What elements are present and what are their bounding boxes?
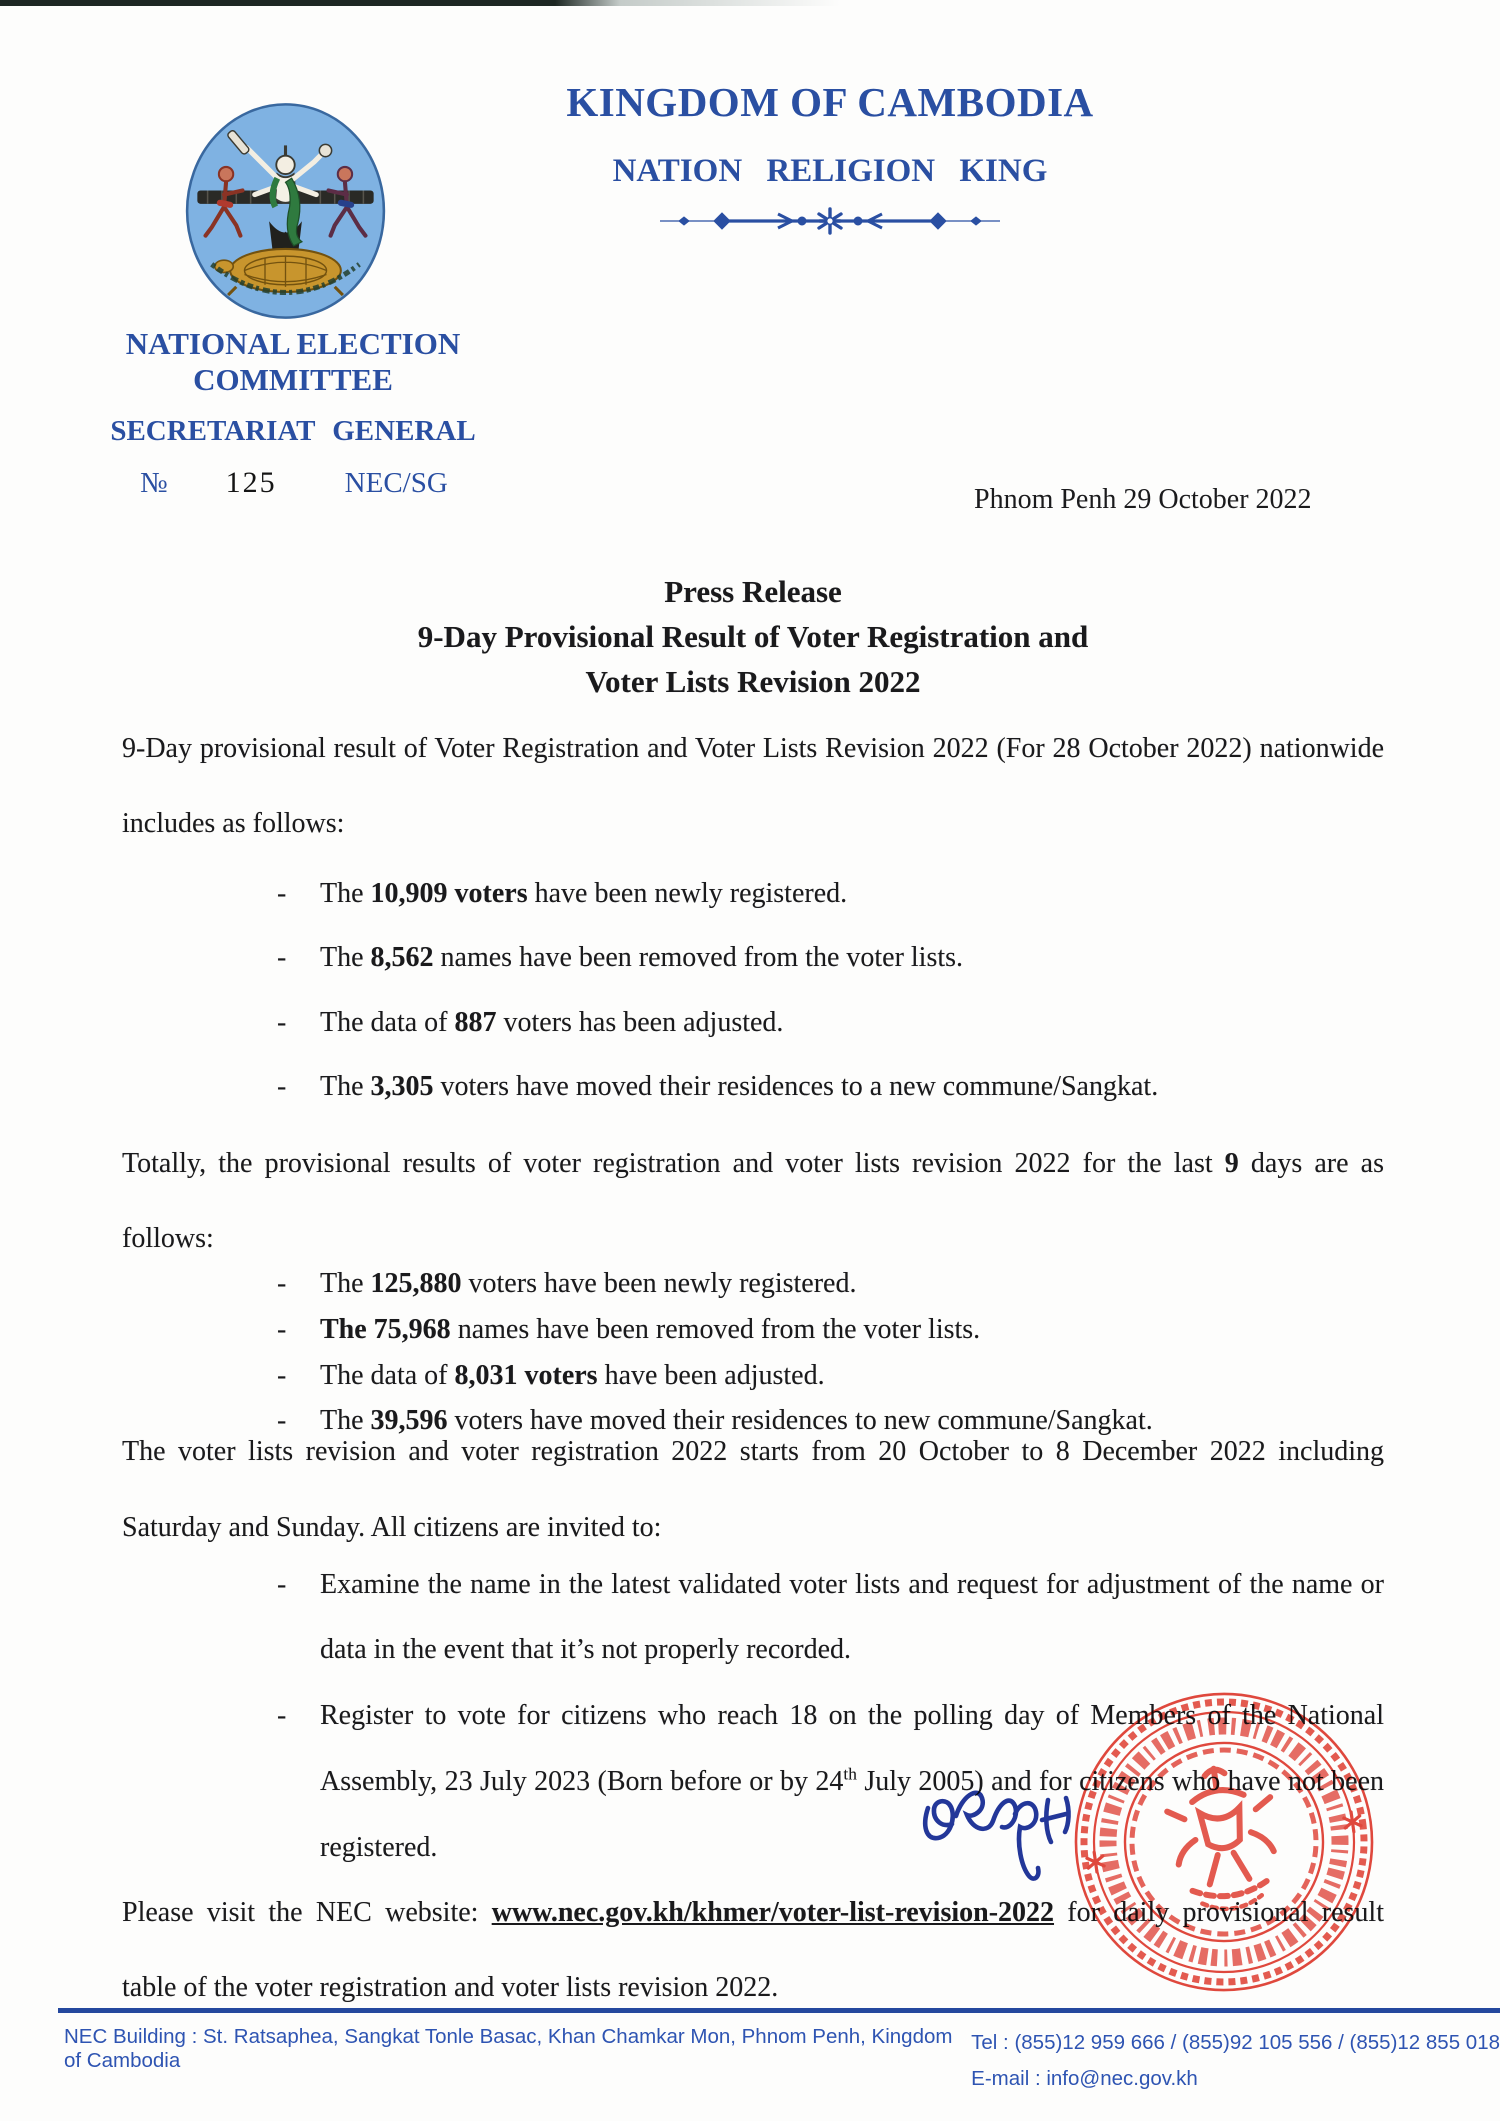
title-line-2: 9-Day Provisional Result of Voter Registration and [417, 618, 1089, 654]
nec-emblem-icon [183, 100, 388, 322]
doc-number-row [28, 466, 558, 500]
list-item: - The 39,596 voters have moved their residences to new commune/Sangkat. [275, 1398, 1384, 1444]
footer-address: NEC Building : St. Ratsaphea, Sangkat Tonle Basac, Khan Chamkar Mon, Phnom Penh, Kingdom of Cambodia [64, 2025, 953, 2072]
website-paragraph-post: for daily provisional result table of the voter registration and voter lists revision 2022. [122, 1896, 1384, 2004]
doc-number-suffix: NEC/SG [344, 467, 448, 499]
header-block [455, 78, 1205, 241]
list-item: - The data of 887 voters has been adjusted. [275, 991, 1384, 1055]
scan-artifact [0, 0, 840, 6]
ornamental-divider-icon [660, 206, 1000, 236]
nec-website-link[interactable]: www.nec.gov.kh/khmer/voter-list-revision-2022 [491, 1896, 1055, 1928]
stats-list-9day [275, 862, 1384, 1120]
footer [0, 2008, 1500, 2097]
secretariat-title: SECRETARIAT GENERAL [110, 415, 476, 447]
list-item: - Examine the name in the latest validated voter lists and request for adjustment of the name or data in the event that it’s not properly recorded. [275, 1552, 1384, 1684]
totals-paragraph: Totally, the provisional results of voter registration and voter lists revision 2022 for the last 9 days are as follows: [122, 1147, 1385, 1255]
list-item: - The data of 8,031 voters have been adjusted. [275, 1353, 1384, 1399]
list-item: - Register to vote for citizens who reach 18 on the polling day of Members of the National Assembly, 23 July 2023 (Born before or by 24th July 2005) and for citizens who have not been registered. [275, 1683, 1384, 1880]
motto-title: NATION RELIGION KING [612, 153, 1048, 189]
list-item: - The 3,305 voters have moved their residences to a new commune/Sangkat. [275, 1055, 1384, 1119]
list-item: - The 10,909 voters have been newly registered. [275, 862, 1384, 926]
official-red-stamp-icon [1048, 1666, 1400, 2018]
list-item: - The 8,562 names have been removed from the voter lists. [275, 926, 1384, 990]
footer-email: E-mail : info@nec.gov.kh [971, 2066, 1198, 2090]
website-paragraph-pre: Please visit the NEC website: [122, 1896, 492, 1928]
press-title [122, 570, 1384, 705]
doc-number-label: № [140, 467, 168, 499]
footer-rule [58, 2008, 1500, 2013]
title-line-1: Press Release [664, 574, 842, 609]
org-name: NATIONAL ELECTION COMMITTEE [125, 326, 461, 397]
org-block [28, 326, 558, 500]
list-item: - The 75,968 names have been removed from the voter lists. [275, 1307, 1384, 1353]
kingdom-title: KINGDOM OF CAMBODIA [566, 79, 1094, 125]
footer-tel: Tel : (855)12 959 666 / (855)92 105 556 / (855)12 855 018 [971, 2031, 1500, 2054]
signature-initials-icon [918, 1772, 1083, 1922]
stats-list-total [275, 1261, 1384, 1445]
title-line-3: Voter Lists Revision 2022 [585, 663, 921, 699]
intro-paragraph: 9-Day provisional result of Voter Registration and Voter Lists Revision 2022 (For 28 October 2022) nationwide includes as follows: [122, 732, 1384, 840]
dateline: Phnom Penh 29 October 2022 [974, 484, 1312, 515]
doc-number-value: 125 [225, 466, 277, 499]
list-item: - The 125,880 voters have been newly registered. [275, 1261, 1384, 1307]
schedule-paragraph: The voter lists revision and voter registration 2022 starts from 20 October to 8 December 2022 including Saturday and Sunday. All citizens are invited to: [122, 1436, 1384, 1543]
